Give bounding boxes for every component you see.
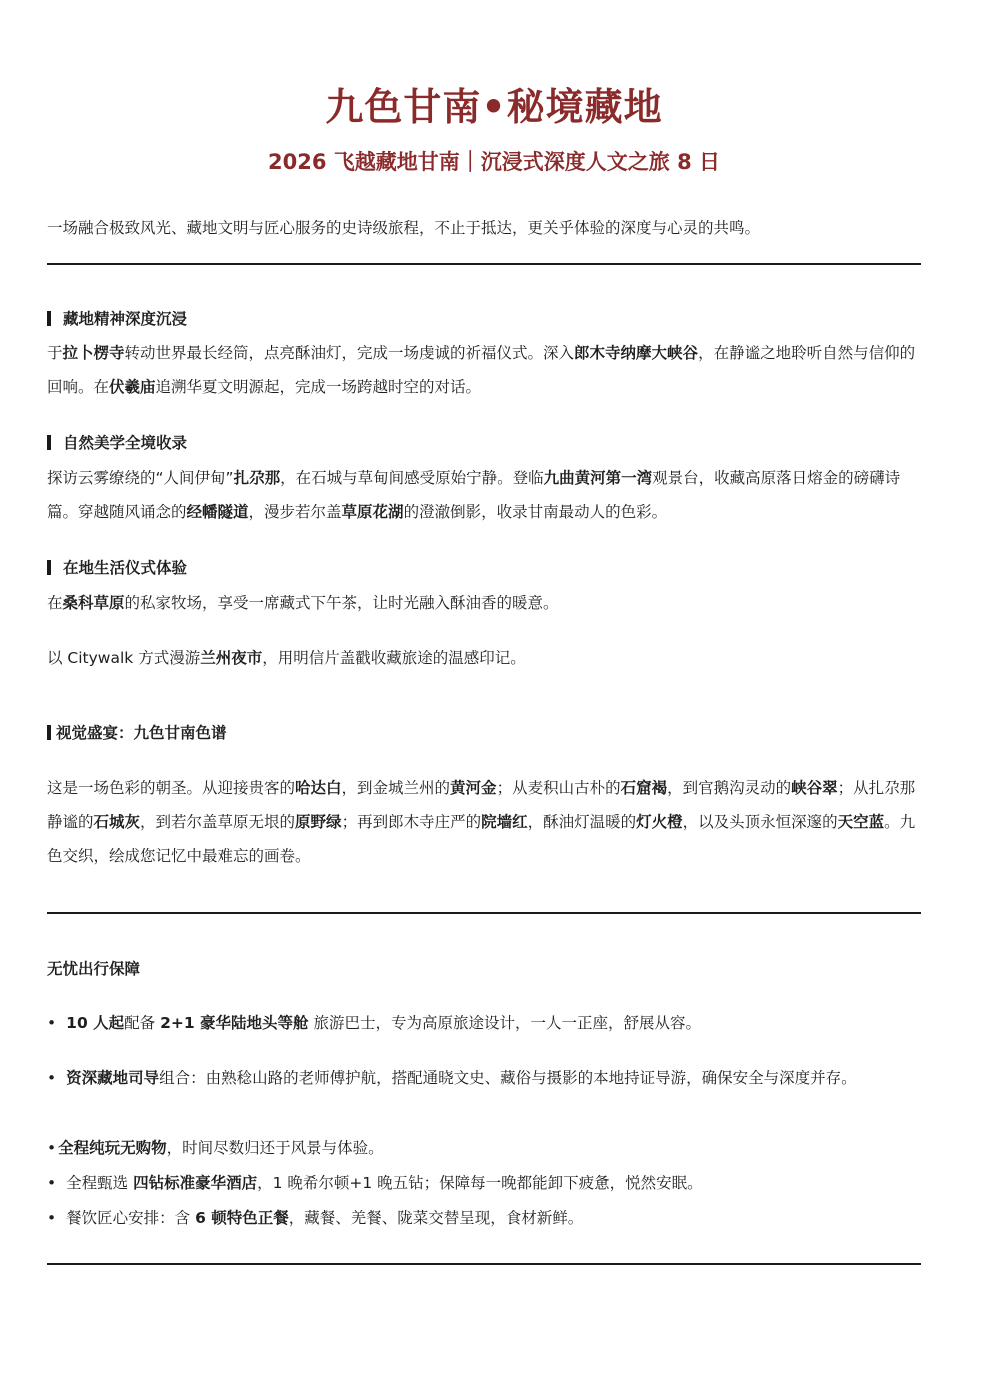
- divider-1: [47, 263, 921, 265]
- guarantee-item-1: • 10 人起配备 2+1 豪华陆地头等舱 旅游巴士，专为高原旅途设计，一人一正座，舒展从容。: [47, 1014, 701, 1032]
- section-heading-3: 在地生活仪式体验: [47, 557, 187, 579]
- guarantee-heading: 无忧出行保障: [47, 960, 141, 978]
- heading-bar-icon: [47, 725, 51, 740]
- guarantee-item-3: • 全程纯玩无购物，时间尽数归还于风景与体验。: [47, 1139, 384, 1157]
- section-2-text: 探访云雾缭绕的“人间伊甸”扎尕那，在石城与草甸间感受原始宁静。登临九曲黄河第一湾观景台，收藏高原落日熔金的磅礴诗篇。穿越随风诵念的经幡隧道，漫步若尔盖草原花湖的澄澈倒影，收录甘南最动人的色彩。: [47, 469, 901, 521]
- section-1-text: 于拉卜楞寺转动世界最长经筒，点亮酥油灯，完成一场虔诚的祈福仪式。深入郎木寺纳摩大峡谷，在静谧之地聆听自然与信仰的回响。在伏羲庙追溯华夏文明源起，完成一场跨越时空的对话。: [47, 344, 916, 396]
- section-heading-4: 视觉盛宴：九色甘南色谱: [47, 722, 227, 744]
- intro-text: 一场融合极致风光、藏地文明与匠心服务的史诗级旅程，不止于抵达，更关乎体验的深度与心灵的共鸣。: [47, 219, 761, 237]
- divider-3: [47, 1263, 921, 1265]
- guarantee-item-5: • 餐饮匠心安排：含 6 顿特色正餐，藏餐、羌餐、陇菜交替呈现，食材新鲜。: [47, 1209, 584, 1227]
- divider-2: [47, 912, 921, 914]
- section-3-text-1: 在桑科草原的私家牧场，享受一席藏式下午茶，让时光融入酥油香的暖意。: [47, 594, 559, 612]
- page-subtitle: 2026 飞越藏地甘南｜沉浸式深度人文之旅 8 日: [268, 150, 720, 174]
- heading-bar-icon: [47, 311, 51, 326]
- section-3-text-2: 以 Citywalk 方式漫游兰州夜市，用明信片盖戳收藏旅途的温感印记。: [47, 649, 526, 667]
- section-heading-2: 自然美学全境收录: [47, 432, 187, 454]
- section-heading-1: 藏地精神深度沉浸: [47, 308, 187, 330]
- heading-bar-icon: [47, 435, 51, 450]
- guarantee-item-4: • 全程甄选 四钻标准豪华酒店，1 晚希尔顿+1 晚五钻；保障每一晚都能卸下疲惫，悦然安眠。: [47, 1174, 703, 1192]
- page-title: 九色甘南•秘境藏地: [325, 85, 663, 129]
- heading-bar-icon: [47, 560, 51, 575]
- section-4-text: 这是一场色彩的朝圣。从迎接贵客的哈达白，到金城兰州的黄河金；从麦积山古朴的石窟褐，到官鹅沟灵动的峡谷翠；从扎尕那静谧的石城灰，到若尔盖草原无垠的原野绿；再到郎木寺庄严的院墙红，酥油灯温暖的灯火橙，以及头顶永恒深邃的天空蓝。九色交织，绘成您记忆中最难忘的画卷。: [47, 779, 916, 865]
- guarantee-item-2: • 资深藏地司导组合：由熟稔山路的老师傅护航，搭配通晓文史、藏俗与摄影的本地持证导游，确保安全与深度并存。: [47, 1069, 857, 1087]
